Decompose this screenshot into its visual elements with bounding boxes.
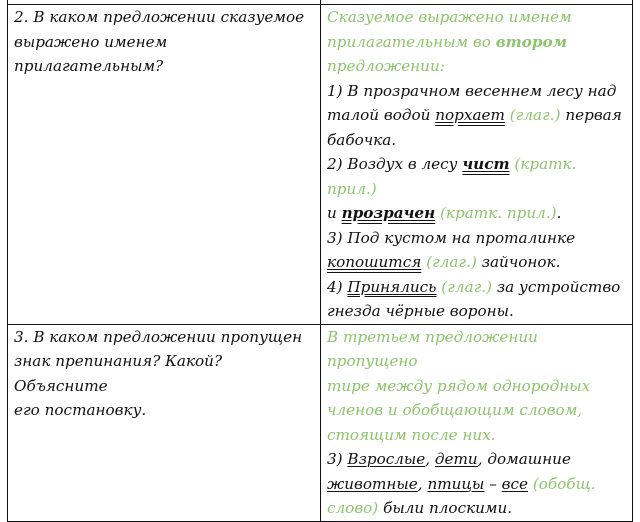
- sentence-1: бабочка.: [327, 130, 397, 149]
- homogeneous-member: птицы: [427, 474, 485, 493]
- grammar-note: (глаг.): [441, 277, 493, 296]
- example-sentence: слово) были плоскими.: [327, 499, 513, 517]
- example-sentence: 3) Взрослые, дети, домашние: [327, 450, 571, 468]
- question-text-line: 3. В каком предложении пропущен: [14, 327, 303, 346]
- predicate: Принялись: [347, 277, 437, 296]
- example-sentence: животные, птицы – все (обобщ.: [327, 474, 596, 493]
- qa-table: [7, 0, 633, 522]
- answer-cell: [321, 5, 633, 325]
- sentence-3: копошится (глаг.) зайчонок.: [327, 253, 561, 271]
- answer-intro: прилагательным во втором: [327, 32, 568, 51]
- answer-explanation: стоящим после них.: [327, 425, 496, 444]
- answer-explanation: тире между рядом однородных: [327, 376, 591, 395]
- table-row: [8, 324, 633, 521]
- grammar-note: (глаг.): [426, 253, 477, 271]
- generalizing-word: все: [501, 474, 528, 493]
- sentence-1: 1) В прозрачном весеннем лесу над: [327, 81, 617, 100]
- grammar-note: (обобщ.: [532, 474, 596, 493]
- question-text-line: его постановку.: [14, 401, 147, 419]
- question-cell: [8, 5, 321, 325]
- predicate: прозрачен: [341, 204, 436, 222]
- homogeneous-member: дети: [434, 450, 478, 468]
- answer-explanation: членов и обобщающим словом,: [327, 401, 583, 419]
- question-text-line: знак препинания? Какой? Объясните: [14, 352, 223, 395]
- sentence-1: талой водой порхает (глаг.) первая: [327, 106, 622, 124]
- document-page: [7, 0, 631, 522]
- grammar-note: (кратк. прил.): [327, 155, 577, 198]
- answer-intro: предложении:: [327, 57, 445, 75]
- answer-explanation: В третьем предложении пропущено: [327, 327, 538, 370]
- sentence-2: и прозрачен (кратк. прил.).: [327, 204, 562, 222]
- question-cell: [8, 324, 321, 521]
- sentence-3: 3) Под кустом на проталинке: [327, 228, 576, 247]
- predicate: чист: [462, 155, 510, 173]
- grammar-note: (глаг.): [509, 106, 561, 124]
- grammar-note: слово): [327, 499, 379, 517]
- sentence-4: гнезда чёрные вороны.: [327, 302, 514, 320]
- predicate: порхает: [435, 106, 505, 124]
- predicate: копошится: [327, 253, 422, 271]
- homogeneous-member: Взрослые: [347, 450, 426, 468]
- question-text-line: 2. В каком предложении сказуемое: [14, 8, 305, 26]
- table-row: [8, 5, 633, 325]
- answer-cell: [321, 324, 633, 521]
- grammar-note: (кратк. прил.): [440, 204, 557, 222]
- answer-intro: Сказуемое выражено именем: [327, 8, 572, 26]
- question-text-line: выражено именем прилагательным?: [14, 32, 168, 75]
- sentence-4: 4) Принялись (глаг.) за устройство: [327, 277, 621, 296]
- answer-highlight: втором: [495, 32, 568, 51]
- sentence-2: 2) Воздух в лесу чист (кратк. прил.): [327, 155, 577, 198]
- homogeneous-member: животные: [327, 474, 418, 493]
